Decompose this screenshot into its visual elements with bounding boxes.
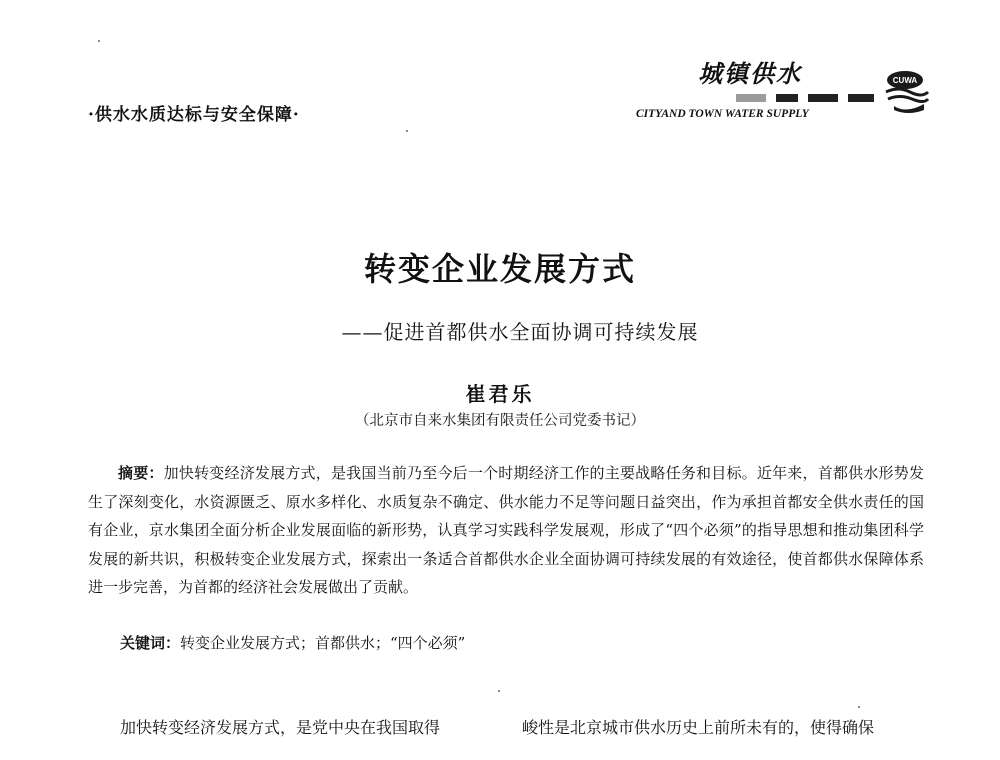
author-name: 崔君乐 (465, 382, 535, 406)
abstract-label: 摘要： (118, 464, 164, 482)
keywords (120, 629, 920, 657)
section-tag: ·供水水质达标与安全保障· (88, 105, 300, 125)
body-column-right: 峻性是北京城市供水历史上前所未有的，使得确保 (522, 718, 875, 737)
keywords-text: 转变企业发展方式；首都供水；“四个必须” (180, 634, 466, 652)
abstract (88, 459, 924, 602)
water-drop-logo-icon (880, 66, 930, 116)
scan-speck (858, 706, 860, 708)
scan-speck (98, 40, 100, 42)
article-subtitle: ——促进首都供水全面协调可持续发展 (341, 320, 699, 344)
scan-speck (406, 130, 408, 132)
journal-logo (636, 52, 936, 128)
body-column-left: 加快转变经济发展方式，是党中央在我国取得 (120, 718, 441, 737)
svg-text:CUWA: CUWA (892, 76, 918, 85)
abstract-text: 加快转变经济发展方式，是我国当前乃至今后一个时期经济工作的主要战略任务和目标。近年来，首都供水形势发生了深刻变化，水资源匮乏、原水多样化、水质复杂不确定、供水能力不足等问题日益突出，作为承担首都安全供水责任的国有企业，京水集团全面分析企业发展面临的新形势，认真学习实践科学发展观，形成了“四个必须”的指导思想和推动集团科学发展的新共识，积极转变企业发展方式，探索出一条适合首都供水企业全面协调可持续发展的有效途径，使首都供水保障体系进一步完善，为首都的经济社会发展做出了贡献。 (88, 464, 924, 596)
scan-speck (498, 690, 500, 692)
article-title: 转变企业发展方式 (363, 250, 636, 288)
keywords-label: 关键词： (120, 634, 181, 652)
author-affiliation: （北京市自来水集团有限责任公司党委书记） (355, 413, 645, 429)
logo-bars-decoration (736, 94, 886, 104)
journal-logo-english: CITYAND TOWN WATER SUPPLY (636, 108, 809, 120)
journal-logo-chinese: 城镇供水 (698, 59, 802, 88)
